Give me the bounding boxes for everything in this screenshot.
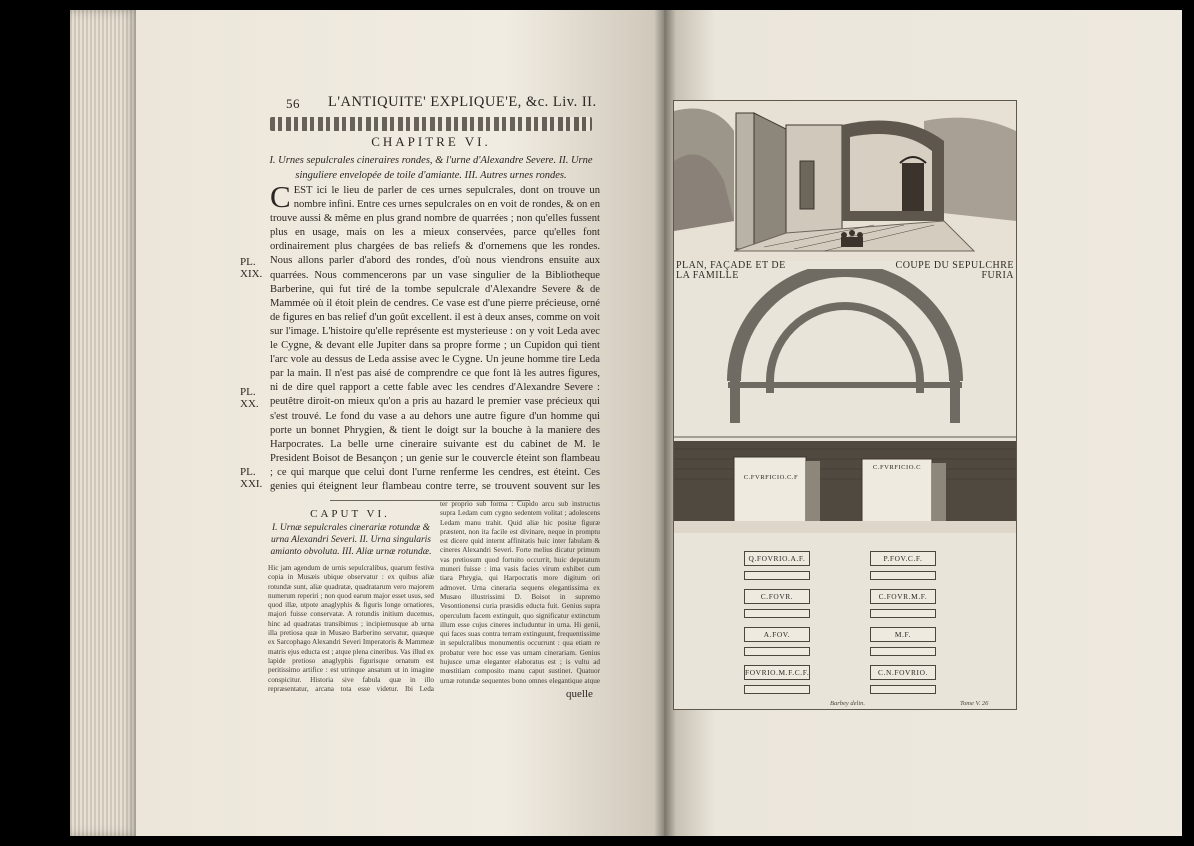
inscription-7: FOVRIO.M.F.C.F. — [744, 665, 810, 680]
tomb-facade-engraving — [674, 101, 1016, 261]
inscription-2: P.FOV.C.F. — [870, 551, 936, 566]
inscription-stub — [870, 571, 936, 580]
inscription-5: A.FOV. — [744, 627, 810, 642]
chapter-subtitle: I. Urnes sepulcrales cineraires rondes, & l'urne d'Alexandre Severe. II. Urne singuliere envelopée de toile d'amiante. III. Autres urnes rondes. — [269, 155, 593, 181]
inscription-stub — [744, 609, 810, 618]
inscription-stub — [744, 685, 810, 694]
latin-column-left: Hic jam agendum de urnis sepulcralibus, quarum festiva copia in Musæis ubique observatur : ex quibus aliæ rotundæ sunt, aliæ quadratæ, quadratarum vero majorem numerum reperiri ; non quod earum major esset usus, sed quod illæ, utpote anaglyphis & figuris longe ornatiores, majori fuisse conservatæ. A rotundis initium ducemus, hinc ad quadratas transibimus ; incipiemusque ab urna illa pretiosa quæ in Musæo Barberino servatur, quæque ex Sarcophago Alexandri Severi Imperatoris & Mammeæ matris ejus educta est ; atque plena cineribus. Vas illud ex lapide pretioso anaglyphis figurisque ornatum est peritissimo artifice : est utrinque ansatum ut in imagine conspicitur. Historia sive fabula quæ in illo repræsentatur, arcana tota esse videtur. Ibi Leda — [268, 564, 434, 693]
inscription-stub — [744, 647, 810, 656]
plate-signature-right: Tome V. 26 — [960, 700, 989, 707]
page-number: 56 — [286, 96, 300, 111]
inscription-stub — [870, 647, 936, 656]
page-block-edge — [70, 10, 138, 836]
latin-heading: CAPUT VI. — [310, 508, 390, 520]
tomb-plan-diagram — [674, 269, 1016, 439]
inscription-3: C.FOVR. — [744, 589, 810, 604]
latin-subtitle: I. Urnæ sepulcrales cinerariæ rotundæ & urna Alexandri Severi. II. Urna singularis amianto obvoluta. III. Aliæ urnæ rotundæ. — [270, 523, 432, 557]
urn-label-right: C.FVRFICIO.C — [872, 464, 922, 471]
head-ornament — [270, 117, 592, 131]
inscription-6: M.F. — [870, 627, 936, 642]
french-paragraph: EST ici le lieu de parler de ces urnes sepulcrales, dont on trouve un nombre infini. Entre ces urnes sepulcrales on en voit de rondes, & on en trouve aussi & même en plus grand nombre de quarrées ; non qu'elles fussent plus en usage, mais on les a mieux conservées, parce qu'elles font ordinairement plus chargées de bas reliefs & d'ornemens que les rondes. Nous allons parler d'abord des rondes, d'où nous viendrons ensuite aux quarrées. Nous commencerons par un vase singulier de la Bibliotheque Barberine, qui fut tiré de la tombe sepulcrale d'Alexandre Severe & de Mammée où il étoit plein de cendres. Ce vase est d'une pierre précieuse, orné de figures en bas relief d'un goût excellent. il est à deux anses, comme on voit sur l'image. L'histoire qu'elle représente est mysterieuse : on y voit Leda avec le Cygne, & devant elle Jupiter dans sa propre forme ; un Cupidon qui tient l'arc vole au dessus de Leda assise avec le Cygne. Un jeune homme tire Leda par la main. Il n'est pas aisé de comprendre ce que font là les autres figures, ni de dire quel rapport a cette fable avec les cendres d'Alexandre Severe : peutêtre diroit-on mieux qu'on a pris au hazard le premier vase précieux qui s'est trouvé. Le fond du vase a au dehors une autre figure d'un homme qui porte un bonnet Phrygien, & tient le doigt sur la bouche à la maniere des Harpocrates. La belle urne cineraire suivante est du cabinet de M. le President Boisot de Besançon ; un genie sur le couvercle éteint son flambeau ; ce qui marque que celui dont l'urne renferme les cendres, est éteint. Ces genies qui éteignent leur flambeau contre terre, se trouvent souvent sur les — [270, 185, 600, 492]
inscription-4: C.FOVR.M.F. — [870, 589, 936, 604]
plate-caption-left: PLAN, FAÇADE ET DE LA FAMILLE — [676, 260, 786, 281]
inscription-stub — [744, 571, 810, 580]
drop-cap: C — [270, 184, 291, 214]
running-title: L'ANTIQUITE' EXPLIQUE'E, &c. Liv. II. — [328, 94, 597, 110]
margin-note-pl21: PL. XXI. — [240, 466, 263, 490]
catchword: quelle — [566, 688, 593, 700]
inscription-stub — [870, 685, 936, 694]
urn-label-left: C.FVRFICIO.C.F — [743, 474, 799, 481]
inscription-stub — [870, 609, 936, 618]
french-body-text — [270, 184, 600, 496]
engraved-plate — [673, 100, 1017, 710]
latin-column-right: ter proprio sub forma : Cupido arcu sub instructus supra Ledam cum cygno sedentem volitat ; adolescens Ledam manu trahit. Quid aliæ hic positæ figuræ præstent, non ita facile est divinare, neque in promptu est dicere quid internt affinitatis huic inter fabulam & cineres Alexandri Severi. Forte melius dicatur primum vas pretiosum quod fortuito occurrit, huic deputatum muneri fuisse : ima vasis facies virum exhibet cum tiara Phrygia, qui Harpocratis more digitum ori admovet. Urna cineraria sequens elegantissima ex Musæo illustrissimi D. Boisot in supremo Vesontionensi curia præsidis educta fuit. Genius supra operculum facem extinguit, quo significatur extinctum illum esse cujus cineres includuntur in urna. Hi genii, qui faces suas contra terram extinguunt, frequentissime in sepulcralibus monumentis occurrunt : qua etiam re probatur vere hoc esse vas urnam cinerariam. Genius hujusce urnæ eleganter elaboratus est ; is vultu ad mœstitiam composito manu caput sustinet. Quatuor urnæ rotundæ sequentes bono omnes elegantique atque — [440, 500, 600, 684]
margin-note-pl20: PL. XX. — [240, 386, 259, 410]
plate-signature-left: Barbey delin. — [830, 700, 866, 707]
urns-in-niches — [674, 441, 1016, 533]
margin-note-pl19: PL. XIX. — [240, 256, 263, 280]
chapter-heading: CHAPITRE VI. — [371, 134, 491, 149]
inscription-1: Q.FOVRIO.A.F. — [744, 551, 810, 566]
plate-caption-right: COUPE DU SEPULCHRE FURIA — [895, 260, 1014, 281]
inscription-8: C.N.FOVRIO. — [870, 665, 936, 680]
